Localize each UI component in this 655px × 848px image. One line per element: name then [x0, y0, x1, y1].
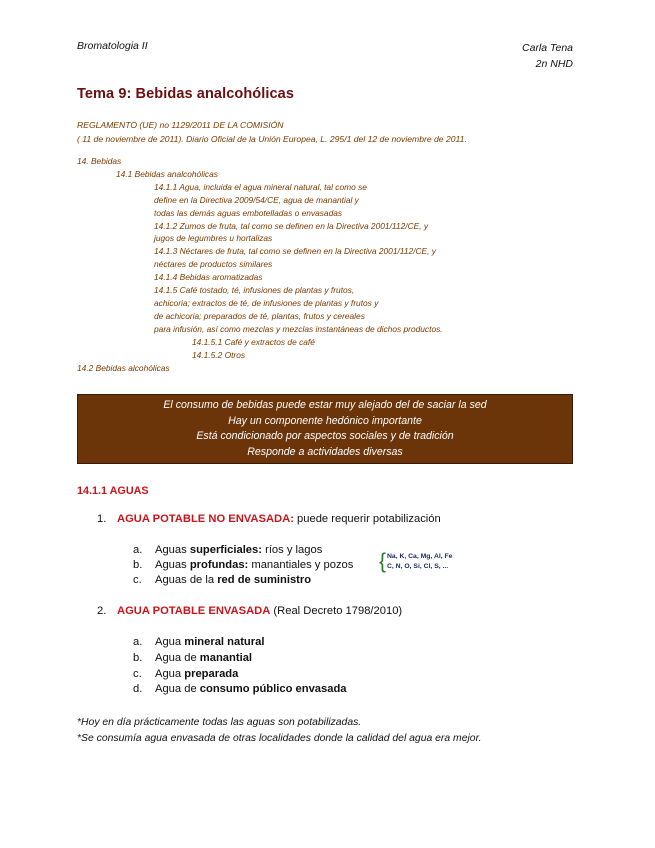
list-item-2 — [97, 605, 402, 617]
sub-letter: a. — [133, 636, 143, 648]
header-author: Carla Tena — [522, 42, 573, 54]
banner-line: Está condicionado por aspectos sociales y de tradición — [196, 430, 454, 443]
sub-item — [133, 559, 353, 571]
header-course: 2n NHD — [535, 58, 573, 70]
sub-letter: c. — [133, 574, 142, 586]
sub-letter: c. — [133, 668, 142, 680]
classification-line: 14.1 Bebidas analcohólicas — [116, 168, 218, 179]
sub-item — [133, 668, 238, 680]
classification-line: 14.1.2 Zumos de fruta, tal como se definen en la Directiva 2001/112/CE, y — [154, 220, 429, 231]
list-heading-rest: (Real Decreto 1798/2010) — [270, 605, 403, 617]
sub-bold: red de suministro — [217, 574, 312, 586]
sub-text: Agua — [155, 636, 185, 648]
sub-letter: a. — [133, 544, 143, 556]
classification-line: achicoria; extractos de té, de infusiones de plantas y frutos y — [154, 297, 379, 308]
sub-bold: consumo público envasada — [199, 683, 347, 695]
classification-line: 14.1.1 Agua, incluida el agua mineral natural, tal como se — [154, 181, 367, 192]
classification-line: todas las demás aguas embotelladas o envasadas — [154, 207, 343, 218]
chemical-elements-note — [387, 552, 452, 572]
banner-line: Hay un componente hedónico importante — [228, 414, 422, 427]
classification-line: 14.1.4 Bebidas aromatizadas — [154, 272, 263, 283]
elements-line-2: C, N, O, Si, Cl, S, ... — [387, 563, 449, 570]
sub-text: Aguas — [155, 544, 190, 556]
classification-line: 14.1.5.1 Café y extractos de café — [192, 336, 315, 347]
classification-line: jugos de legumbres u hortalizas — [154, 233, 273, 244]
sub-bold: mineral natural — [184, 636, 265, 648]
sub-letter: b. — [133, 652, 143, 664]
regulation-line-1: REGLAMENTO (UE) no 1129/2011 DE LA COMISIÓN — [77, 120, 284, 130]
classification-line: 14.1.3 Néctares de fruta, tal como se definen en la Directiva 2001/112/CE, y — [154, 246, 436, 257]
sub-letter: b. — [133, 559, 143, 571]
classification-line: de achicoria; preparados de té, plantas, frutos y cereales — [154, 310, 365, 321]
sub-text: Aguas de la — [155, 574, 218, 586]
sub-text: ríos y lagos — [261, 544, 323, 556]
banner-line: El consumo de bebidas puede estar muy alejado del de saciar la sed — [163, 399, 487, 411]
sub-text: Agua de — [155, 652, 200, 664]
list-item-1 — [97, 513, 441, 525]
footnote: *Hoy en día prácticamente todas las aguas son potabilizadas. — [77, 717, 362, 728]
list-heading-rest: puede requerir potabilización — [293, 513, 441, 525]
list-heading: AGUA POTABLE NO ENVASADA: — [117, 513, 294, 525]
sub-item — [133, 652, 252, 664]
sub-bold: profundas: — [189, 559, 249, 571]
sub-item — [133, 636, 264, 648]
classification-list — [77, 155, 443, 374]
footnotes — [77, 715, 482, 748]
elements-line-1: Na, K, Ca, Mg, Al, Fe — [387, 553, 453, 560]
header-subject: Bromatologia II — [77, 40, 148, 52]
highlight-banner — [77, 394, 573, 464]
banner-line: Responde a actividades diversas — [247, 445, 403, 458]
classification-line: néctares de productos similares — [154, 259, 273, 270]
sub-item — [133, 544, 322, 556]
sub-bold: manantial — [199, 652, 253, 664]
classification-line: 14.2 Bebidas alcohólicas — [77, 362, 170, 373]
regulation-reference — [77, 118, 467, 146]
classification-line: 14.1.5.2 Otros — [192, 349, 246, 360]
sub-text: Agua — [155, 668, 185, 680]
sub-item — [133, 574, 311, 586]
classification-line: define en la Directiva 2009/54/CE, agua de manantial y — [154, 194, 359, 205]
sub-text: Agua de — [155, 683, 200, 695]
brace-icon: { — [379, 550, 387, 573]
page-title: Tema 9: Bebidas analcohólicas — [77, 86, 294, 102]
sub-text: Aguas — [155, 559, 190, 571]
list-number: 2. — [97, 605, 107, 617]
header-author-block — [522, 40, 573, 72]
classification-line: 14.1.5 Café tostado, té, infusiones de plantas y frutos, — [154, 285, 355, 296]
sub-letter: d. — [133, 683, 143, 695]
sub-text: manantiales y pozos — [248, 559, 354, 571]
regulation-line-2: ( 11 de noviembre de 2011). Diario Oficial de la Unión Europea, L. 295/1 del 12 de noviembre de 2011. — [77, 134, 467, 144]
sub-bold: superficiales: — [189, 544, 262, 556]
list-number: 1. — [97, 513, 107, 525]
sub-bold: preparada — [184, 668, 239, 680]
classification-line: 14. Bebidas — [77, 156, 122, 166]
sub-item — [133, 683, 347, 695]
classification-line: para infusión, así como mezclas y mezclas instantáneas de dichos productos. — [154, 323, 443, 334]
footnote: *Se consumía agua envasada de otras localidades donde la calidad del agua era mejor. — [77, 733, 482, 745]
list-heading: AGUA POTABLE ENVASADA — [117, 605, 271, 617]
section-title: 14.1.1 AGUAS — [77, 485, 149, 497]
